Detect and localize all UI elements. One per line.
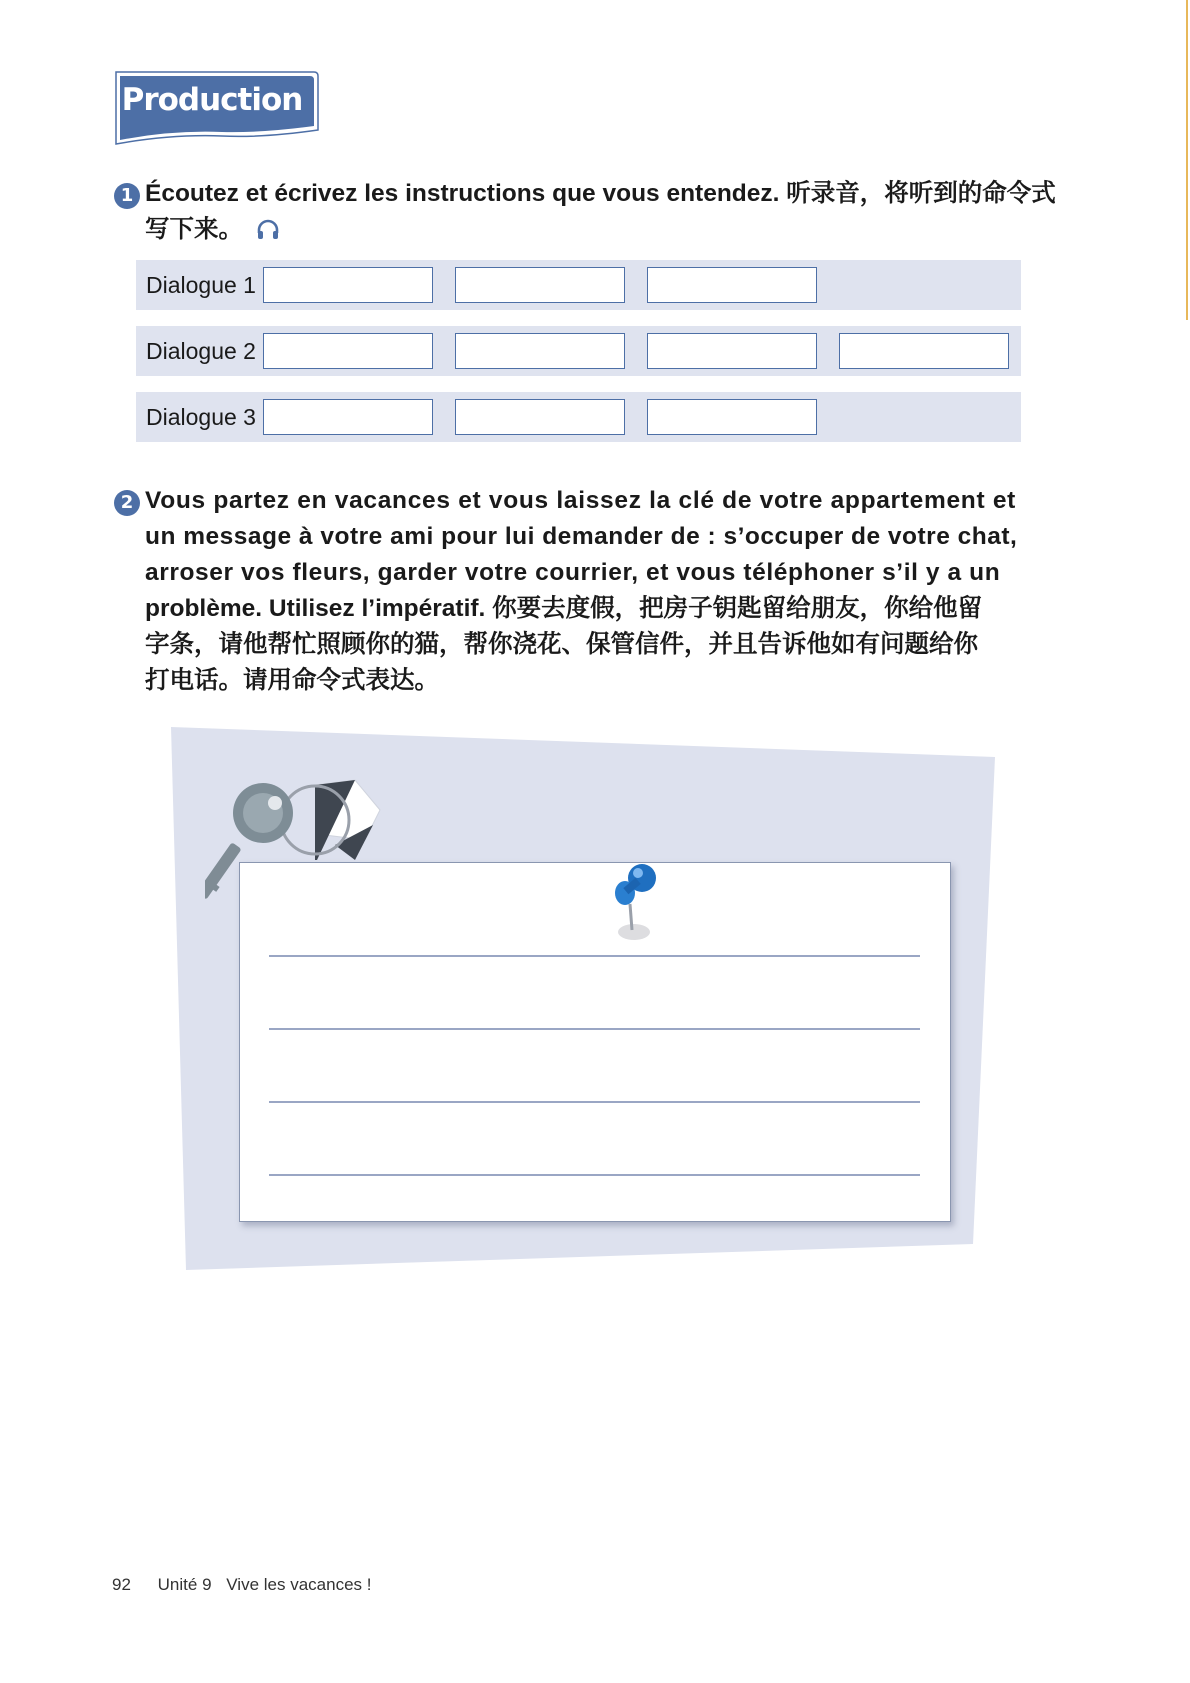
section-heading: [112, 70, 322, 148]
exercise-2-line: Vous partez en vacances et vous laissez la clé de votre appartement et: [145, 487, 1017, 514]
exercise-2-instruction: [145, 483, 1025, 699]
dialogue-label: Dialogue 1: [146, 272, 256, 298]
page-number: 92: [112, 1575, 131, 1594]
answer-box[interactable]: [455, 267, 625, 303]
push-pin-icon: [600, 860, 670, 950]
exercise-1-number: 1: [114, 183, 140, 209]
answer-box[interactable]: [647, 399, 817, 435]
answer-box[interactable]: [455, 399, 625, 435]
answer-box[interactable]: [839, 333, 1009, 369]
exercise-2-line: un message à votre ami pour lui demander de : s’occuper de votre chat,: [145, 523, 1018, 550]
writing-line[interactable]: [269, 1028, 920, 1030]
page-footer: [112, 1575, 381, 1595]
answer-box[interactable]: [647, 333, 817, 369]
exercise-2-line: arroser vos fleurs, garder votre courrier, et vous téléphoner s’il y a un: [145, 559, 1001, 586]
exercise-1-instruction-line1: Écoutez et écrivez les instructions que vous entendez. 听录音，将听到的命令式: [145, 180, 1056, 207]
answer-box[interactable]: [263, 333, 433, 369]
dialogue-row-2: [136, 326, 1021, 376]
dialogue-label: Dialogue 2: [146, 338, 256, 364]
unit-title: Vive les vacances !: [226, 1575, 372, 1594]
exercise-2-number: 2: [114, 490, 140, 516]
answer-box[interactable]: [455, 333, 625, 369]
answer-box[interactable]: [263, 399, 433, 435]
writing-line[interactable]: [269, 1101, 920, 1103]
headphones-icon: [256, 216, 280, 252]
section-title: Production: [121, 82, 303, 118]
page-edge-mark: [1186, 0, 1188, 320]
answer-box[interactable]: [263, 267, 433, 303]
exercise-2-line: 字条，请他帮忙照顾你的猫，帮你浇花、保管信件，并且告诉他如有问题给你: [145, 631, 978, 658]
exercise-1-instruction-line2-wrap: [145, 212, 1025, 252]
answer-box[interactable]: [647, 267, 817, 303]
exercise-1-instruction-line2: 写下来。: [145, 216, 243, 243]
unit-label: Unité 9: [157, 1575, 212, 1594]
exercise-2-line: 打电话。请用命令式表达。: [145, 667, 439, 694]
writing-line[interactable]: [269, 955, 920, 957]
exercise-2-line: problème. Utilisez l’impératif. 你要去度假，把房子钥匙留给朋友，你给他留: [145, 595, 983, 622]
writing-line[interactable]: [269, 1174, 920, 1176]
exercise-1-instruction: [145, 176, 1056, 252]
dialogue-row-1: [136, 260, 1021, 310]
note-card[interactable]: [239, 862, 951, 1222]
dialogue-row-3: [136, 392, 1021, 442]
dialogue-label: Dialogue 3: [146, 404, 256, 430]
